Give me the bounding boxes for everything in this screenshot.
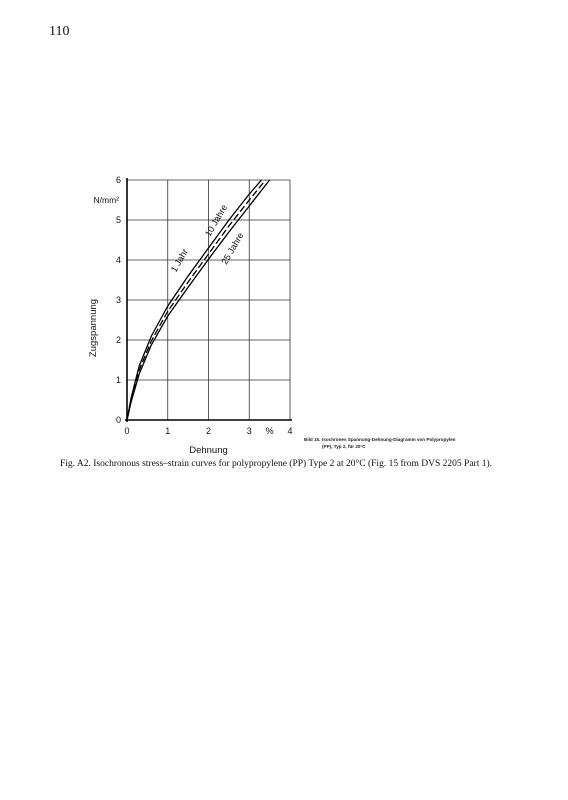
x-tick-label: 3 bbox=[246, 426, 252, 436]
y-tick-label: 2 bbox=[115, 335, 121, 345]
page-number: 110 bbox=[49, 24, 70, 39]
y-tick-label: 4 bbox=[115, 255, 121, 265]
y-axis-title: Zugspannung bbox=[88, 298, 99, 358]
inner-caption-line1: Isochrones Spannung-Dehnung-Diagramm von Polypropylen bbox=[322, 437, 456, 442]
inner-caption-line2: (PP), Typ 2, für 20°C bbox=[322, 444, 366, 449]
chart-labels bbox=[88, 175, 293, 456]
curve-label-3: 25 Jahre bbox=[219, 230, 246, 267]
x-tick-label: 2 bbox=[205, 426, 212, 436]
x-tick-label: 1 bbox=[165, 426, 171, 436]
inner-figure-caption bbox=[304, 436, 534, 450]
curve-label-2: 10 Jahre bbox=[203, 202, 230, 239]
y-tick-label: 6 bbox=[115, 175, 121, 185]
x-unit-label: % bbox=[265, 426, 274, 436]
chart-grid bbox=[127, 180, 290, 420]
x-tick-label: 0 bbox=[124, 426, 130, 436]
y-tick-label: 0 bbox=[115, 415, 121, 425]
y-tick-label: 5 bbox=[115, 215, 121, 225]
y-tick-label: 3 bbox=[115, 295, 121, 305]
x-tick-label: 4 bbox=[287, 426, 293, 436]
figure-caption: Fig. A2. Isochronous stress–strain curves for polypropylene (PP) Type 2 at 20°C (Fig. 15 from DVS 2205 Part 1). bbox=[60, 459, 493, 469]
y-unit-label: N/mm² bbox=[93, 195, 119, 205]
y-tick-label: 1 bbox=[115, 375, 121, 385]
inner-caption-label: Bild 15. bbox=[304, 437, 321, 442]
x-axis-title: Dehnung bbox=[189, 445, 228, 456]
curve-label-1: 1 Jahr bbox=[168, 247, 190, 274]
